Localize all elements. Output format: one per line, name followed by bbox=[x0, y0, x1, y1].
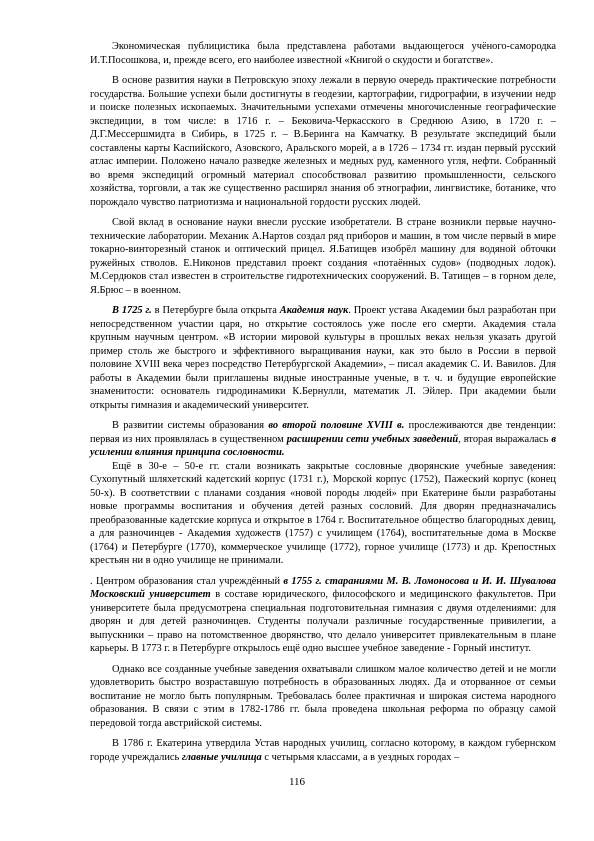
body-text: в составе юридического, философского и медицинского факультетов. При университете была предусмотрена специальная подготовительная гимназия с двумя отделениями: для дворян и для детей разночинцев. Студенты получали различные государственные привилегии, а выпускники – право на потомственное дворянство, что делало университет привлекательным в плане карьеры. В 1773 г. в Петербурге открылось ещё одно высшее учебное заведение - Горный институт. bbox=[90, 589, 556, 654]
document-page bbox=[90, 40, 556, 771]
paragraph-p9 bbox=[90, 737, 556, 764]
body-text: В развитии системы образования bbox=[112, 420, 269, 431]
emphasis-text: в 1755 г. стараниями М. В. Ломоносова и И. И. Шувалова Московский университет bbox=[90, 575, 556, 600]
body-text: В основе развития науки в Петровскую эпоху лежали в первую очередь практические потребности государства. Большие успехи были достигнуты в геодезии, картографии, гидрографии, в изучении недр и поиске полезных ископаемых. Значительными успехами отмечены многочисленные географические экспедиции, в том числе: в 1716 г. – Бековича-Черкасского в Среднюю Азию, в 1720 г. – Д.Г.Мессершмидта в Сибирь, в 1725 г. – В.Беринга на Камчатку. В результате экспедиций были составлены карты Каспийского, Азовского, Аральского морей, а в 1726 – 1734 гг. издан первый русский атлас империи. Положено начало разведке железных и медных руд, каменного угля, нефти. Собранный во время экспедиций огромный материал способствовал развитию промышленности, сельского хозяйства, торговли, а так же существенно расширял знания об этнографии, лингвистике, ботанике, что порождало чувство патриотизма и национальной гордости русских людей. bbox=[90, 75, 556, 208]
body-text: в Петербурге была открыта bbox=[151, 305, 280, 316]
body-text: , вторая выражалась bbox=[458, 433, 552, 445]
emphasis-text: Академия наук bbox=[279, 305, 349, 316]
body-text: В 1786 г. Екатерина утвердила Устав народных училищ, согласно которому, в каждом губернском городе учреждались bbox=[90, 738, 556, 763]
paragraph-p1 bbox=[90, 40, 556, 67]
paragraph-p2 bbox=[90, 74, 556, 209]
paragraph-p5 bbox=[90, 419, 556, 460]
body-text: с четырьмя классами, а в уездных городах – bbox=[261, 751, 460, 763]
body-text: Однако все созданные учебные заведения охватывали слишком малое количество детей и не могли удовлетворить быстро возраставшую потребность в образованных людях. Да и оторванное от семьи воспитание не могло быть популярным. Требовалась более практичная и широкая система народного образования. В связи с этим в 1782-1786 гг. была проведена школьная реформа по образцу самой передовой тогда австрийской системы. bbox=[90, 663, 556, 729]
body-text: Экономическая публицистика была представлена работами выдающегося учёного-самородка И.Т.Посошкова, и, прежде всего, его наиболее известной «Книгой о скудости и богатстве». bbox=[90, 41, 556, 66]
body-text: Ещё в 30-е – 50-е гг. стали возникать закрытые сословные дворянские учебные заведения: Сухопутный шляхетский кадетский корпус (1731 г.), Морской корпус (1752), Пажеский корпус (конец 50-х). В соответствии с планами создания «новой породы людей» при Екатерине были разработаны новые программы воспитания и обучения детей разных сословий. Для дворян предназначались преобразованные кадетские корпуса и открытое в 1764 г. Воспитательное общество благородных девиц, а для разночинцев - Академия художеств (1757) с училищем (1764), воспитательные дома в Москве (1764) и Петербурге (1770), коммерческое училище (1772), горное училище (1773) и др. Крепостных крестьян ни в одно училище не принимали. bbox=[90, 460, 556, 566]
body-text: Свой вклад в основание науки внесли русские изобретатели. В стране возникли первые научно-технические лаборатории. Механик А.Нартов создал ряд приборов и машин, в том числе первый в мире токарно-винторезный станок и оптический прицел. Я.Батищев изобрёл машину для водяной обточки ружейных стволов. Е.Никонов представил проект создания «потаённых судов» (подводных лодок). М.Сердюков стал известен в строительстве гидротехнических сооружений. В. Татищев – в горном деле, Я.Брюс – в военном. bbox=[90, 217, 556, 296]
paragraph-p6 bbox=[90, 460, 556, 568]
paragraph-p8 bbox=[90, 663, 556, 731]
page-number: 116 bbox=[288, 776, 306, 788]
body-text: . Центром образования стал учреждённый bbox=[90, 575, 284, 587]
emphasis-text: расширении сети учебных заведений bbox=[286, 433, 459, 445]
emphasis-text: в усилении влияния принципа сословности. bbox=[90, 433, 556, 458]
emphasis-text: В 1725 г. bbox=[112, 305, 152, 316]
emphasis-text: главные училища bbox=[181, 751, 262, 763]
paragraph-p7 bbox=[90, 575, 556, 656]
body-text: прослеживаются две тенденции: первая из них проявлялась в существенном bbox=[90, 420, 557, 445]
paragraph-p3 bbox=[90, 216, 556, 297]
emphasis-text: во второй половине XVIII в. bbox=[268, 420, 405, 431]
paragraph-p4 bbox=[90, 304, 556, 412]
body-text: . Проект устава Академии был разработан при непосредственном участии царя, но открытие состоялось уже после его смерти. Академия стала крупным научным центром. «В истории мировой культуры в прошлых веках нельзя указать другой пример столь же быстрого и эффективного выращивания науки, как это было в России в первой половине XVIII века через посредство Петербургской Академии», – писал академик С. И. Вавилов. Для работы в Академии были приглашены видные иностранные ученые, в т. ч. и будущие европейские знаменитости: основатель гидродинамики К.Бернулли, математик Л. Эйлер. При академии были открыты гимназия и академический университет. bbox=[90, 305, 556, 411]
